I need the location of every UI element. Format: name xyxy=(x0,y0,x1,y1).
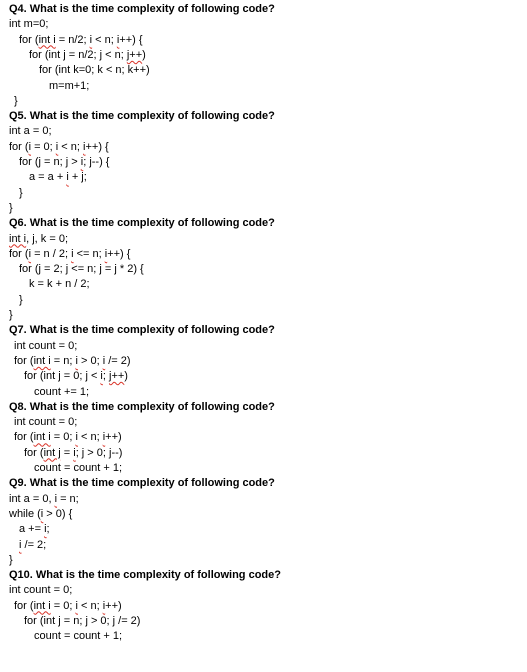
code-token: a = a + xyxy=(29,171,67,184)
spellcheck-flagged-token: i xyxy=(44,523,47,536)
question-heading: Q6. What is the time complexity of following code? xyxy=(9,217,275,230)
code-line xyxy=(19,33,143,48)
spellcheck-flagged-token: int j xyxy=(43,446,61,459)
spellcheck-flagged-token: i xyxy=(75,599,78,612)
code-line xyxy=(24,369,128,384)
code-token: for (j = 2; j <= n; j = j * 2) { xyxy=(19,263,144,276)
code-line xyxy=(14,415,77,430)
code-token: } xyxy=(14,94,18,107)
code-line xyxy=(9,124,52,139)
code-token: for (int j = n/2; j < n; xyxy=(29,48,127,61)
code-token: m=m+1; xyxy=(49,79,90,92)
spellcheck-flagged-token: i xyxy=(80,156,84,168)
code-line xyxy=(34,461,122,476)
code-token: /= 2) xyxy=(105,354,131,367)
code-token: int a = 0, xyxy=(9,492,55,505)
code-line xyxy=(9,140,109,155)
code-token: k = k + n / 2; xyxy=(29,278,90,291)
code-line xyxy=(39,63,150,78)
code-token: int count = 0; xyxy=(14,416,78,429)
code-token: = 0; xyxy=(50,599,76,612)
code-token: = xyxy=(60,446,74,459)
spellcheck-flagged-token: i xyxy=(100,370,103,383)
spellcheck-flagged-token: i xyxy=(66,171,69,184)
code-token: < n; xyxy=(77,431,103,444)
code-token: for ( xyxy=(9,247,29,260)
code-token: ; xyxy=(46,523,50,536)
spellcheck-flagged-token: i xyxy=(75,354,78,367)
code-token: + j; xyxy=(68,171,87,184)
code-token: = n/2; xyxy=(55,33,90,46)
code-line xyxy=(9,232,68,247)
code-token: int count = 0; xyxy=(14,339,78,352)
code-token: } xyxy=(9,201,13,214)
code-token: ) xyxy=(124,370,128,383)
question-heading: Q4. What is the time complexity of following code? xyxy=(9,3,275,15)
spellcheck-flagged-token: i xyxy=(102,431,106,444)
code-line xyxy=(34,629,122,644)
spellcheck-flagged-token: i xyxy=(28,247,32,260)
code-token: ; j--) { xyxy=(83,156,110,168)
code-line xyxy=(29,48,146,63)
code-line xyxy=(9,308,13,323)
code-token: } xyxy=(9,309,13,321)
code-token: ; j > 0; j--) xyxy=(75,446,123,459)
spellcheck-flagged-token: i xyxy=(73,446,76,459)
code-token: for ( xyxy=(24,446,44,459)
code-line xyxy=(34,385,89,400)
question-heading: Q7. What is the time complexity of following code? xyxy=(9,324,275,337)
code-token: for ( xyxy=(14,599,34,612)
code-line xyxy=(19,522,50,537)
code-line xyxy=(9,553,13,568)
spellcheck-flagged-token: j++ xyxy=(109,370,125,383)
code-line xyxy=(9,583,72,598)
code-token: , j, k = 0; xyxy=(26,232,69,245)
code-token: = n / 2; xyxy=(31,247,72,260)
question-heading: Q9. What is the time complexity of following code? xyxy=(9,477,275,490)
code-token: count += 1; xyxy=(34,385,90,398)
code-token: for (j = n; j > xyxy=(19,156,81,168)
code-line xyxy=(24,614,140,629)
code-token: count = count + 1; xyxy=(34,630,123,643)
code-token: int a = 0; xyxy=(9,125,52,138)
code-line xyxy=(29,277,90,292)
code-token: int m=0; xyxy=(9,18,49,31)
code-token: = n; xyxy=(50,354,76,367)
code-line xyxy=(9,492,79,507)
spellcheck-flagged-token: i xyxy=(71,247,74,260)
code-token: ++) xyxy=(105,599,122,612)
code-line xyxy=(9,201,13,216)
code-token: count = count + 1; xyxy=(34,462,123,474)
code-token: } xyxy=(19,293,23,306)
code-token: for ( xyxy=(14,354,34,367)
code-token: for (int k=0; k < n; k++) xyxy=(39,64,150,77)
spellcheck-flagged-token: int i xyxy=(38,33,56,46)
code-line xyxy=(29,170,87,185)
spellcheck-flagged-token: i xyxy=(116,33,120,46)
code-line xyxy=(19,186,23,201)
code-line xyxy=(49,79,89,94)
code-token: = n; xyxy=(57,492,79,505)
spellcheck-flagged-token: int i xyxy=(33,431,51,444)
code-line xyxy=(14,599,122,614)
code-line xyxy=(19,155,109,170)
code-token: for (int j = 0; j < xyxy=(24,370,101,383)
spellcheck-flagged-token: i xyxy=(54,492,58,505)
code-token: } xyxy=(19,186,23,199)
spellcheck-flagged-token: i xyxy=(102,354,106,367)
code-token: /= 2; xyxy=(21,538,47,551)
code-token: while ( xyxy=(9,507,41,520)
code-token: } xyxy=(9,553,13,566)
spellcheck-flagged-token: int i xyxy=(33,599,51,612)
code-token: = 0; xyxy=(31,140,56,153)
code-line xyxy=(19,262,144,277)
code-token: < n; xyxy=(92,33,117,46)
code-token: for ( xyxy=(19,33,39,46)
spellcheck-flagged-token: i xyxy=(40,507,44,520)
code-token: <= n; xyxy=(73,247,105,260)
spellcheck-flagged-token: i xyxy=(89,33,93,46)
code-token: for ( xyxy=(14,431,34,444)
code-line xyxy=(14,430,122,445)
question-heading: Q10. What is the time complexity of following code? xyxy=(9,569,281,582)
spellcheck-flagged-token: i xyxy=(75,431,78,444)
code-line xyxy=(9,507,72,522)
question-heading: Q5. What is the time complexity of following code? xyxy=(9,110,275,123)
code-token: > 0; xyxy=(77,354,103,367)
spellcheck-flagged-token: j++ xyxy=(126,48,143,61)
question-heading: Q8. What is the time complexity of following code? xyxy=(9,400,275,413)
code-token: ) xyxy=(142,48,146,61)
spellcheck-flagged-token: int i xyxy=(33,354,51,367)
code-token: > 0) { xyxy=(43,507,73,520)
code-token: for (int j = n; j > 0; j /= 2) xyxy=(24,615,141,627)
code-token: for ( xyxy=(9,140,29,153)
code-line xyxy=(9,17,48,32)
code-token: < n; xyxy=(58,140,84,153)
spellcheck-flagged-token: i xyxy=(19,538,22,551)
code-token: a += xyxy=(19,523,45,536)
code-token: ++) { xyxy=(85,140,109,153)
spellcheck-flagged-token: i xyxy=(104,247,108,260)
code-token: < n; xyxy=(77,599,103,612)
spellcheck-flagged-token: i xyxy=(102,599,106,612)
spellcheck-flagged-token: i xyxy=(83,140,86,153)
code-token: int count = 0; xyxy=(9,584,73,597)
spellcheck-flagged-token: i xyxy=(28,140,32,153)
code-line xyxy=(24,446,122,461)
code-token: ++) xyxy=(105,431,122,444)
code-token: ; xyxy=(102,370,109,383)
spellcheck-flagged-token: int i xyxy=(9,232,27,245)
code-token: = 0; xyxy=(50,431,76,444)
code-line xyxy=(14,354,131,369)
code-line xyxy=(19,293,23,308)
code-token: ++) { xyxy=(119,33,143,46)
code-line xyxy=(9,247,130,262)
spellcheck-flagged-token: i xyxy=(55,140,59,153)
code-token: ++) { xyxy=(107,247,131,260)
code-line xyxy=(14,94,18,109)
code-line xyxy=(14,339,77,354)
code-line xyxy=(19,538,46,553)
